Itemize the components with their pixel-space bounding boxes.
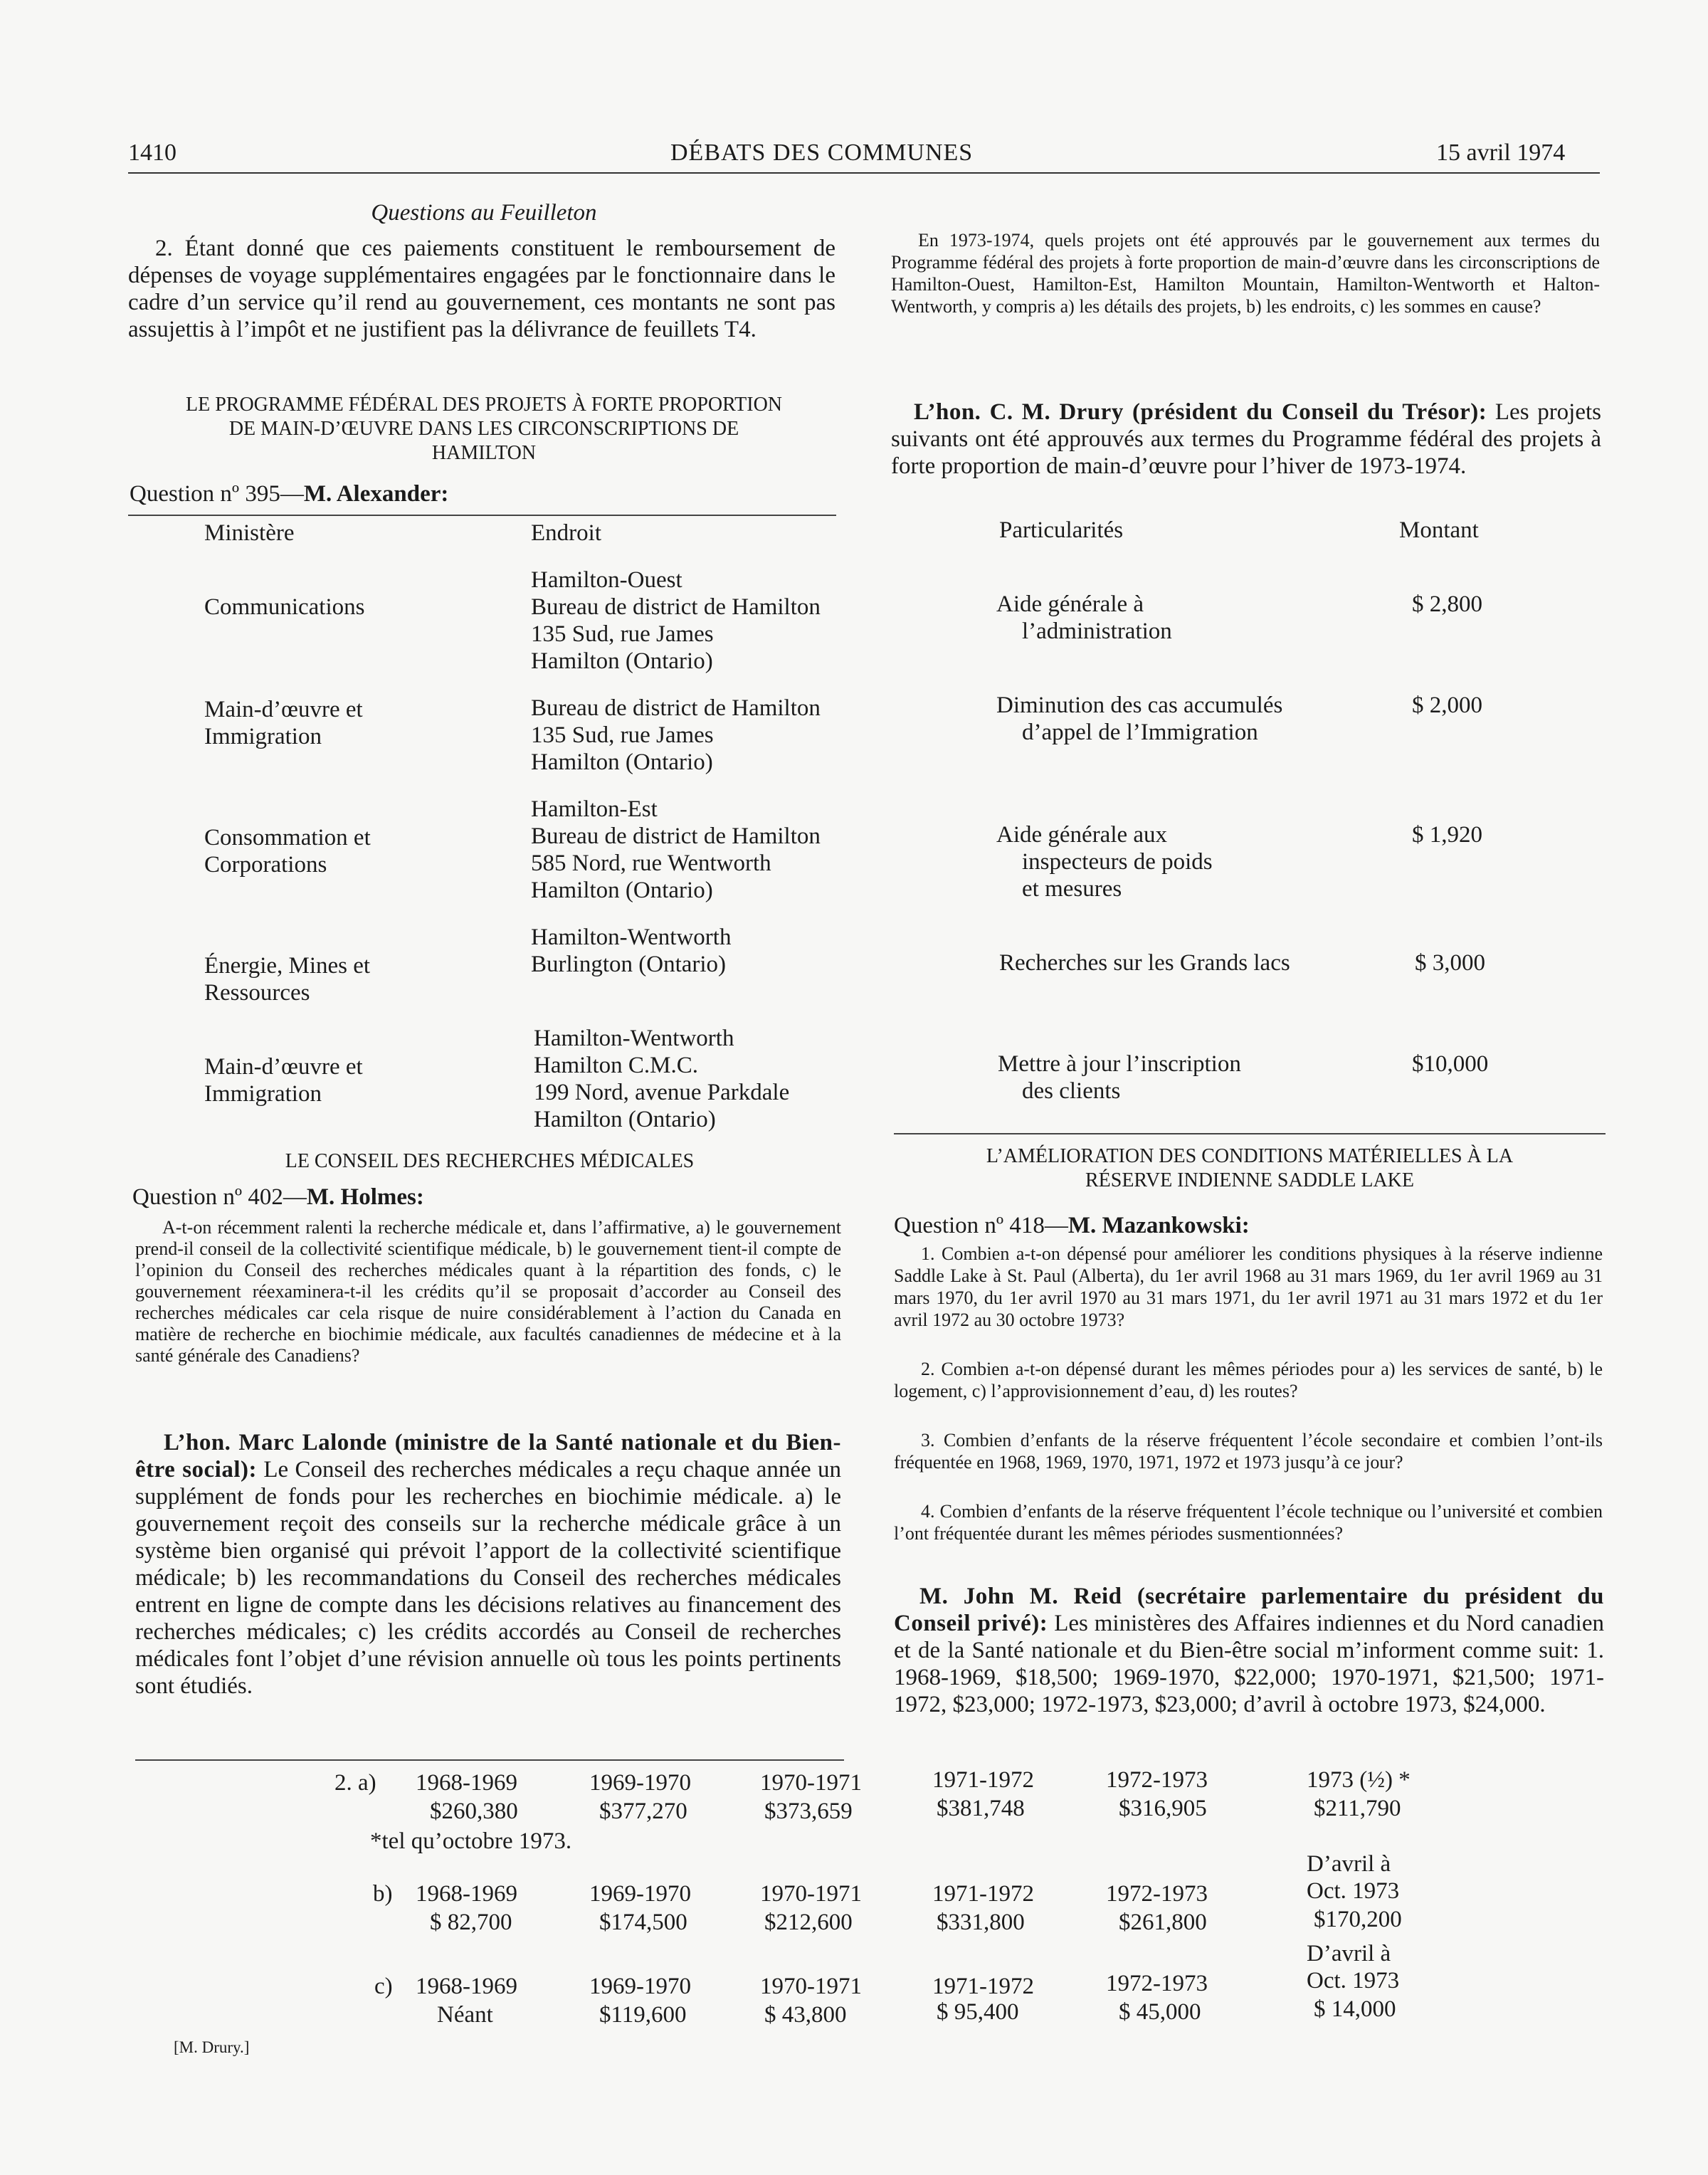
answer-q402 [135,1429,841,1700]
table-cell: Diminution des cas accumulés [996,692,1283,718]
row-label-c: c) [374,1974,393,1999]
footer-note: [M. Drury.] [174,2038,250,2056]
table-cell: Burlington (Ontario) [531,952,727,977]
table-cell: Bureau de district de Hamilton [531,823,821,849]
table-cell: 1972-1973 [1106,1881,1208,1907]
table-cell: $ 3,000 [1415,950,1485,976]
question-text-q402: A-t-on récemment ralenti la recherche médicale et, dans l’affirmative, a) le gouvernement prend-il conseil de la collectivité scientifique médicale, b) le gouvernement tient-il compte de l’opinion du Conseil des recherches médicales quant à la répartition des fonds, c) le gouvernement réexaminera-t-il les crédits qu’il se proposait d’accorder au Conseil des recherches médicales car cela risque de nuire considérablement à l’action du Canada en matière de recherche en biochimie médicale, aux facultés canadiennes de médecine et à la santé générale des Canadiens? [135,1217,841,1366]
table-cell: 1970-1971 [760,1881,862,1907]
table-cell: des clients [1022,1078,1121,1104]
table-cell: $119,600 [599,2002,687,2028]
table-cell: Corporations [204,852,327,878]
rule-q395 [128,515,836,516]
col-header-particularites: Particularités [999,517,1124,543]
question-q418-2: 2. Combien a-t-on dépensé durant les mêmes périodes pour a) les services de santé, b) le logement, c) l’approvisionnement d’eau, d) les routes? [894,1359,1603,1401]
question-prefix: Question nº 418— [894,1213,1068,1238]
heading-q395: LE PROGRAMME FÉDÉRAL DES PROJETS À FORTE PROPORTION DE MAIN-D’ŒUVRE DANS LES CIRCONSCRIPTIONS DE HAMILTON [185,394,783,464]
page-number: 1410 [128,139,176,166]
table-cell: Hamilton (Ontario) [531,749,713,775]
table-cell: et mesures [1022,876,1122,902]
question-q418-3: 3. Combien d’enfants de la réserve fréquentent l’école secondaire et combien l’ont-ils fréquentée en 1968, 1969, 1970, 1971, 1972 et 1973 jusqu’à ce jour? [894,1430,1603,1473]
table-cell: Hamilton (Ontario) [531,648,713,674]
header-rule [128,172,1600,174]
section-title: Questions au Feuilleton [371,200,597,226]
question-q418-4: 4. Combien d’enfants de la réserve fréquentent l’école technique ou l’université et combien l’ont fréquentée durant les mêmes périodes susmentionnées? [894,1501,1603,1544]
table-cell: Communications [204,594,365,620]
table-cell: 1970-1971 [760,1974,862,1999]
table-cell: D’avril à [1307,1941,1391,1966]
table-cell: $212,600 [764,1910,853,1935]
question-q418 [894,1213,1250,1239]
rule-q418-top [894,1133,1606,1134]
heading-q402: LE CONSEIL DES RECHERCHES MÉDICALES [285,1150,695,1172]
table-cell: 1968-1969 [416,1974,517,1999]
table-cell: Hamilton (Ontario) [534,1107,716,1132]
speaker-lalonde: L’hon. Marc Lalonde (ministre de la Santé nationale et du Bien-être social): [135,1430,841,1483]
table-cell: Hamilton-Wentworth [531,925,732,950]
answer-q395 [891,399,1601,480]
footnote-a: *tel qu’octobre 1973. [370,1828,572,1854]
table-cell: $260,380 [430,1799,518,1824]
table-cell: 1968-1969 [416,1770,517,1796]
table-cell: 135 Sud, rue James [531,621,714,647]
table-cell: $ 2,000 [1412,692,1482,718]
table-cell: inspecteurs de poids [1022,849,1213,875]
speaker-reid: M. John M. Reid (secrétaire parlementaire du président du Conseil privé): [894,1584,1604,1636]
table-cell: 1969-1970 [589,1974,691,1999]
table-cell: Hamilton C.M.C. [534,1053,699,1078]
answer-text-q418: Les ministères des Affaires indiennes et du Nord canadien et de la Santé nationale et du Bien-être social m’informent comme suit: 1. 1968-1969, $18,500; 1969-1970, $22,000; 1970-1971, $21,500; 1971-1972, $23,000; 1972-1973, $23,000; d’avril à octobre 1973, $24,000. [894,1611,1604,1717]
question-prefix: Question nº 402— [132,1184,307,1210]
table-cell: $ 82,700 [430,1910,512,1935]
heading-q418-line2: RÉSERVE INDIENNE SADDLE LAKE [1085,1169,1415,1191]
table-cell: 1971-1972 [932,1767,1034,1793]
table-cell: $211,790 [1314,1796,1401,1821]
table-cell: l’administration [1022,618,1172,644]
table-cell: Aide générale aux [996,822,1168,848]
table-cell: Immigration [204,724,322,749]
table-cell: Consommation et [204,825,371,850]
table-cell: $ 1,920 [1412,822,1482,848]
table-cell: Oct. 1973 [1307,1878,1400,1904]
table-cell: $174,500 [599,1910,687,1935]
table-cell: Bureau de district de Hamilton [531,695,821,721]
question-prefix: Question nº 395— [130,481,304,507]
table-cell: $10,000 [1412,1051,1489,1077]
answer-text-q402: Le Conseil des recherches médicales a reçu chaque année un supplément de fonds pour les recherches en biochimie médicale. a) le gouvernement reçoit des conseils sur la recherche médicale grâce à un système bien organisé qui prévoit l’apport de la collectivité scientifique médicale; b) les recommandations du Conseil des recherches médicales entrent en ligne de compte dans les décisions relatives au financement des recherches médicales; c) les crédits accordés au Conseil de recherches médicales font l’objet d’une révision annuelle où tous les points pertinents sont étudiés. [135,1457,842,1699]
page-date: 15 avril 1974 [1436,139,1566,166]
table-cell: 1972-1973 [1106,1971,1208,1996]
table-cell: $ 95,400 [937,1999,1019,2025]
table-cell: 199 Nord, avenue Parkdale [534,1080,790,1105]
table-cell: $316,905 [1119,1796,1207,1821]
table-cell: Ressources [204,980,310,1006]
question-q418-1: 1. Combien a-t-on dépensé pour améliorer les conditions physiques à la réserve indienne Saddle Lake à St. Paul (Alberta), du 1er avril 1968 au 31 mars 1969, du 1er avril 1969 au 31 mars 1970, du 1er avril 1970 au 31 mars 1971, du 1er avril 1971 au 31 mars 1972 et du 1er avril 1972 au 30 octobre 1973? [894,1243,1603,1330]
table-cell: $ 45,000 [1119,1999,1201,2025]
table-cell: Mettre à jour l’inscription [998,1051,1241,1077]
table-cell: Hamilton (Ontario) [531,878,713,903]
table-cell: $373,659 [764,1799,853,1824]
table-cell: d’appel de l’Immigration [1022,720,1258,745]
table-cell: 585 Nord, rue Wentworth [531,850,771,876]
table-cell: 1973 (½) * [1307,1767,1411,1793]
question-q402 [132,1184,424,1211]
question-member: M. Mazankowski: [1068,1213,1250,1238]
question-member: M. Alexander: [303,481,449,507]
paragraph-t4: 2. Étant donné que ces paiements constituent le remboursement de dépenses de voyage supplémentaires engagées par le fonctionnaire dans le cadre d’un service qu’il rend au gouvernement, ces montants ne sont pas assujettis à l’impôt et ne justifient pas la délivrance de feuillets T4. [128,236,835,342]
table-cell: 135 Sud, rue James [531,722,714,748]
table-cell: Hamilton-Wentworth [534,1026,734,1051]
table-cell: $381,748 [937,1796,1025,1821]
table-cell: Main-d’œuvre et [204,1054,363,1080]
col-header-montant: Montant [1399,517,1479,543]
table-cell: $261,800 [1119,1910,1207,1935]
question-q395 [130,481,448,507]
table-cell: Énergie, Mines et [204,953,371,979]
table-cell: Hamilton-Est [531,796,658,822]
table-cell: 1971-1972 [932,1881,1034,1907]
table-cell: Recherches sur les Grands lacs [999,950,1290,976]
table-cell: 1971-1972 [932,1974,1034,1999]
answer-q418 [894,1583,1604,1718]
col-header-endroit: Endroit [531,520,601,546]
table-cell: 1969-1970 [589,1881,691,1907]
question-text-q395: En 1973-1974, quels projets ont été approuvés par le gouvernement aux termes du Programme fédéral des projets à forte proportion de main-d’œuvre dans les circonscriptions de Hamilton-Ouest, Hamilton-Est, Hamilton Mountain, Hamilton-Wentworth et Halton-Wentworth, y compris a) les détails des projets, b) les endroits, c) les sommes en cause? [891,230,1600,317]
table-cell: 1972-1973 [1106,1767,1208,1793]
table-cell: 1970-1971 [760,1770,862,1796]
table-cell: 1969-1970 [589,1770,691,1796]
page-title: DÉBATS DES COMMUNES [670,139,974,166]
row-label-b: b) [373,1881,393,1907]
table-cell: $ 14,000 [1314,1996,1396,2022]
heading-q418-line1: L’AMÉLIORATION DES CONDITIONS MATÉRIELLES À LA [986,1145,1514,1167]
table-cell: Aide générale à [996,591,1144,617]
table-cell: Oct. 1973 [1307,1968,1400,1994]
table-cell: Immigration [204,1081,322,1107]
table-cell: 1968-1969 [416,1881,517,1907]
table-cell: $170,200 [1314,1907,1402,1932]
heading-q418 [894,1144,1606,1193]
table-cell: Hamilton-Ouest [531,567,682,593]
table-cell: $331,800 [937,1910,1025,1935]
answer-text-q395: Les projets suivants ont été approuvés aux termes du Programme fédéral des projets à forte proportion de main-d’œuvre pour l’hiver de 1973-1974. [891,399,1602,479]
table-cell: Bureau de district de Hamilton [531,594,821,620]
col-header-ministere: Ministère [204,520,295,546]
table-cell: Néant [437,2002,493,2028]
table-cell: Main-d’œuvre et [204,697,363,722]
rule-q402 [135,1759,844,1761]
table-cell: $377,270 [599,1799,687,1824]
row-label-a: 2. a) [334,1770,376,1796]
table-cell: $ 2,800 [1412,591,1482,617]
speaker-drury: L’hon. C. M. Drury (président du Conseil du Trésor): [914,399,1487,425]
table-cell: $ 43,800 [764,2002,847,2028]
table-cell: D’avril à [1307,1851,1391,1877]
question-member: M. Holmes: [306,1184,424,1210]
